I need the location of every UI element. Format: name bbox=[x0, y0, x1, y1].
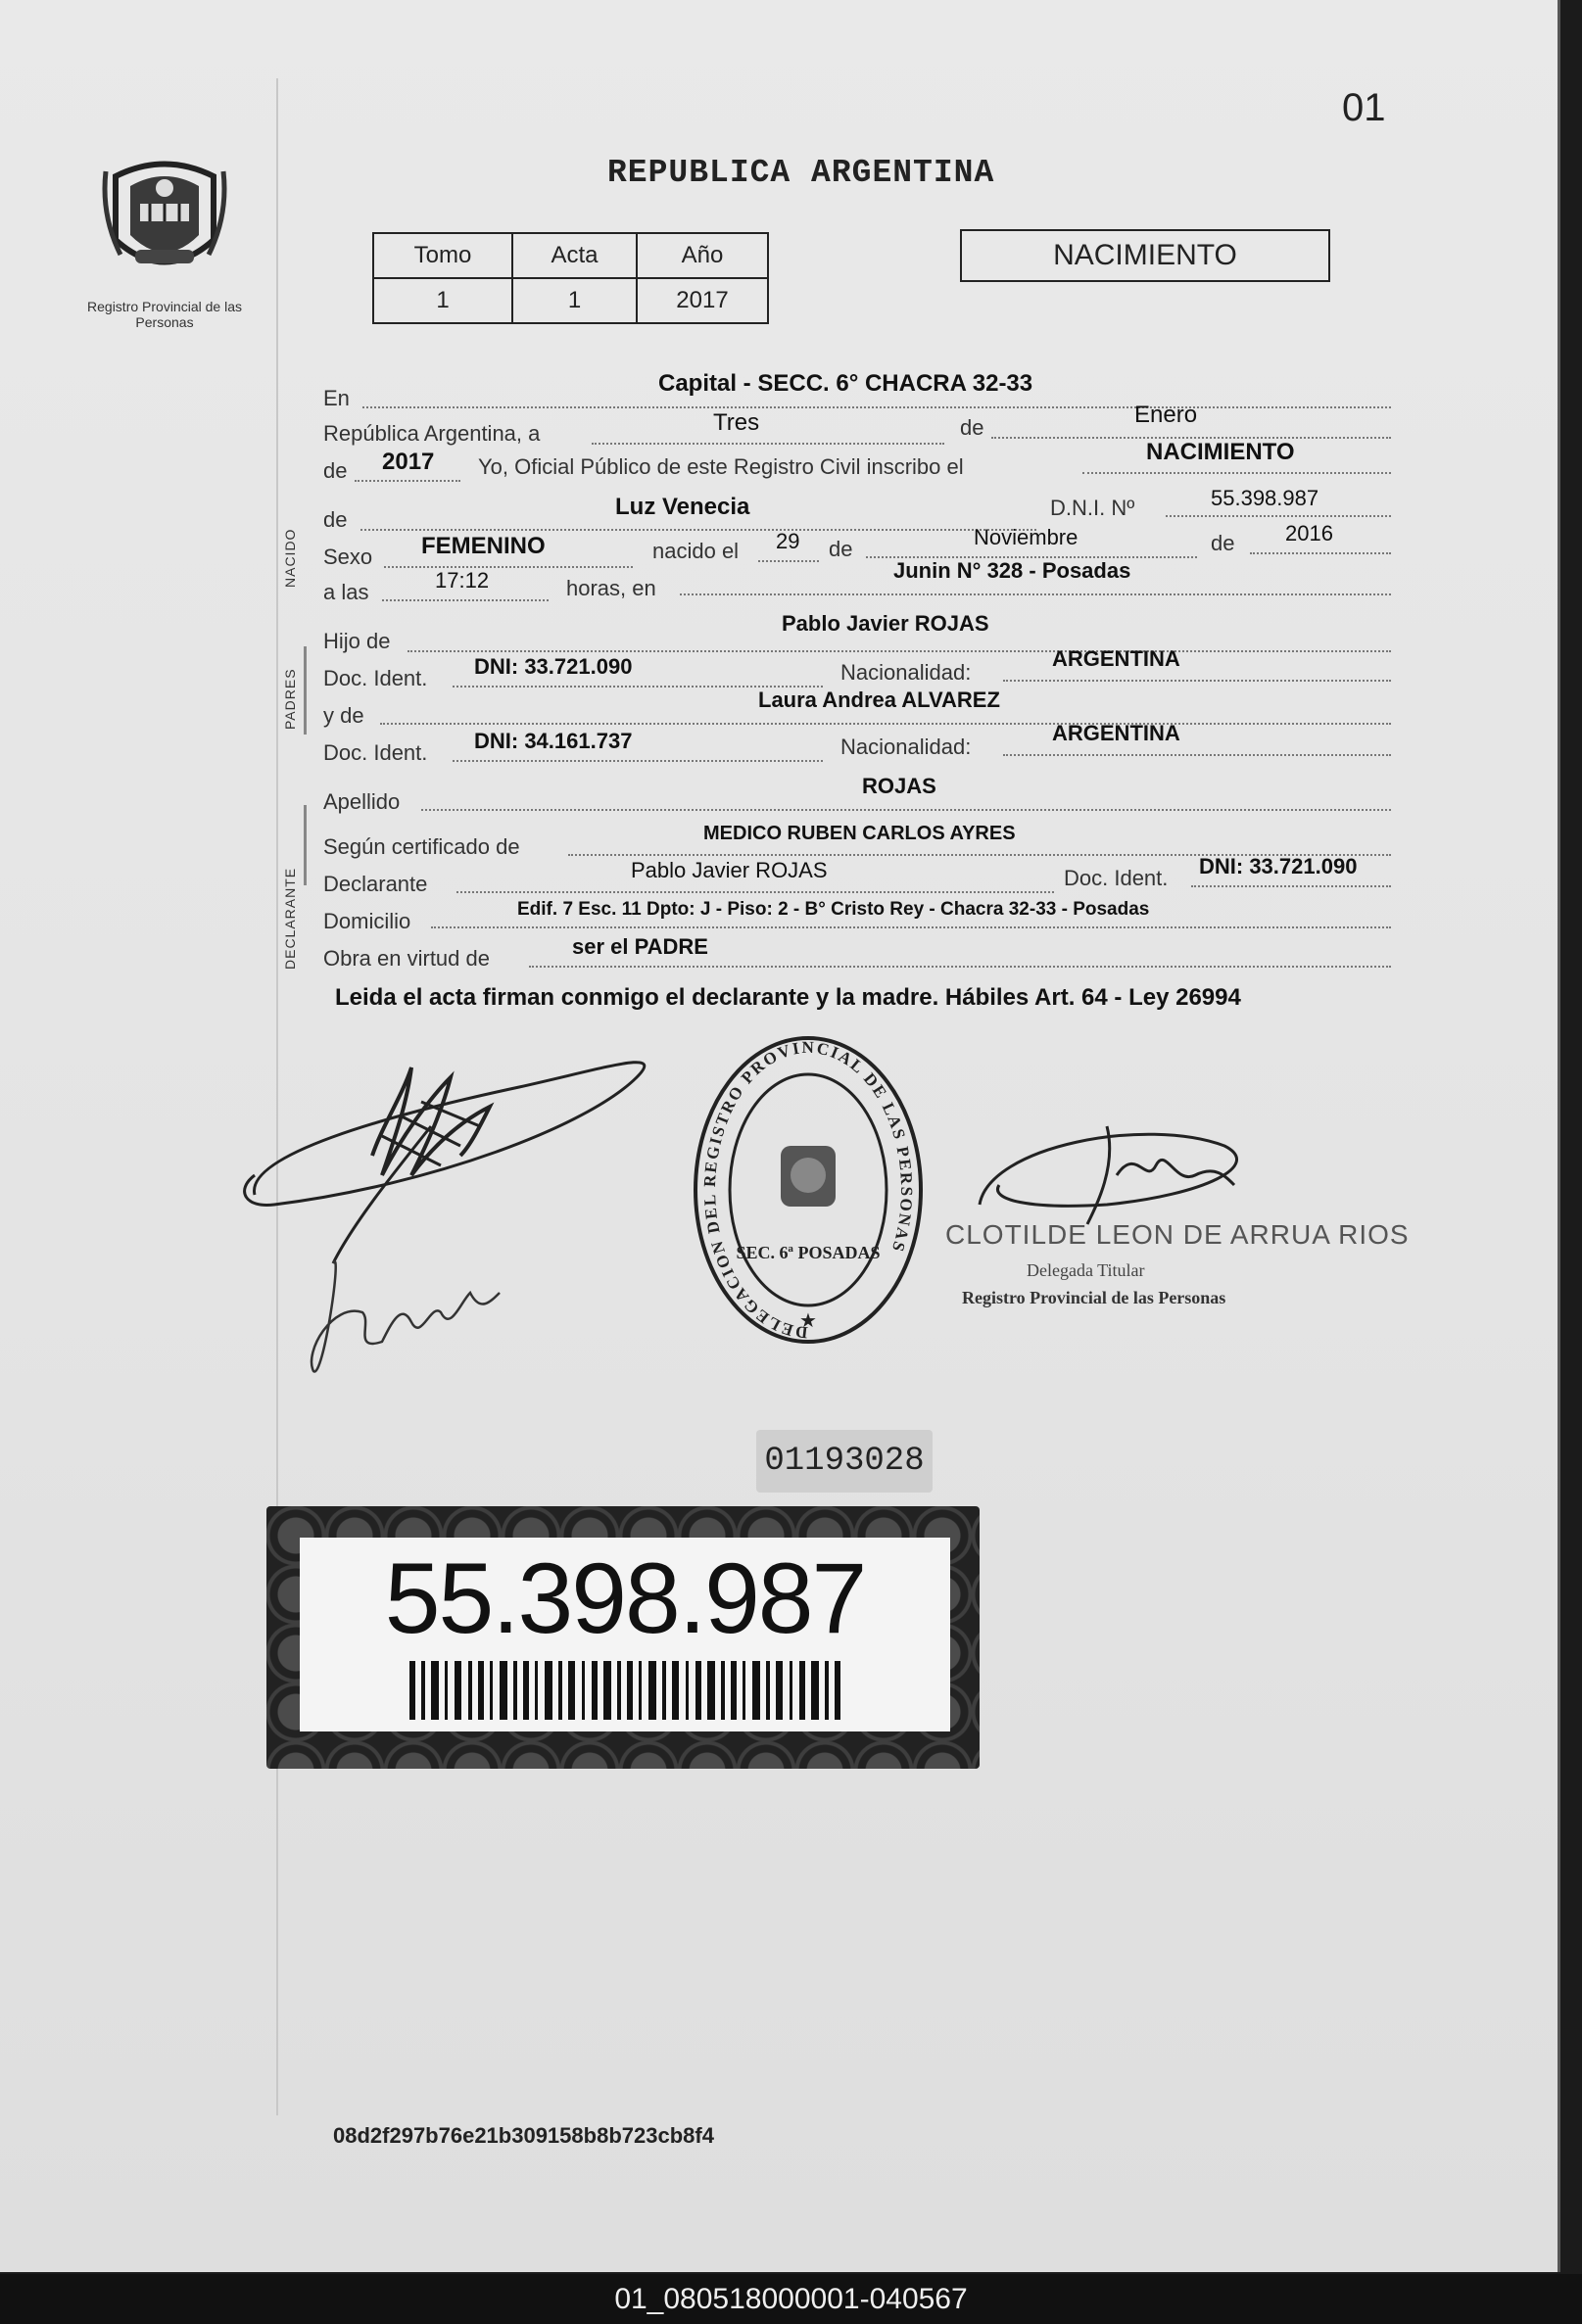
field-obra: ser el PADRE bbox=[572, 934, 708, 959]
field-padre-doc: DNI: 33.721.090 bbox=[474, 654, 633, 679]
field-madre: Laura Andrea ALVAREZ bbox=[758, 688, 1000, 712]
field-lugar-nac: Junin N° 328 - Posadas bbox=[893, 558, 1131, 583]
field-nac-dia: 29 bbox=[776, 529, 800, 553]
label-horas-en: horas, en bbox=[566, 576, 656, 600]
field-anio: 2017 bbox=[382, 449, 435, 475]
field-domicilio: Edif. 7 Esc. 11 Dpto: J - Piso: 2 - B° Cristo Rey - Chacra 32-33 - Posadas bbox=[517, 899, 1150, 920]
footer-filename: 01_080518000001-040567 bbox=[0, 2274, 1582, 2324]
section-separator bbox=[304, 646, 307, 735]
dotted-line bbox=[1250, 552, 1391, 554]
dotted-line bbox=[758, 560, 819, 562]
seal-inner-text: SEC. 6ª POSADAS bbox=[736, 1243, 881, 1262]
dotted-line bbox=[680, 593, 1391, 595]
field-declarante: Pablo Javier ROJAS bbox=[631, 858, 828, 882]
dotted-line bbox=[431, 926, 1391, 928]
dotted-line bbox=[453, 760, 823, 762]
dotted-line bbox=[456, 891, 1054, 893]
label-nacido-el: nacido el bbox=[652, 539, 740, 563]
label-apellido: Apellido bbox=[323, 789, 401, 814]
table-header-anio: Año bbox=[637, 233, 768, 278]
label-de-dia: de bbox=[829, 537, 853, 561]
section-separator bbox=[304, 805, 307, 885]
table-value-tomo: 1 bbox=[373, 278, 512, 323]
table-value-acta: 1 bbox=[512, 278, 637, 323]
field-madre-doc: DNI: 34.161.737 bbox=[474, 729, 633, 753]
field-apellido: ROJAS bbox=[862, 774, 936, 798]
dotted-line bbox=[355, 480, 460, 482]
field-declarante-doc: DNI: 33.721.090 bbox=[1199, 854, 1358, 878]
page-number: 01 bbox=[1342, 86, 1386, 129]
section-label-nacido: NACIDO bbox=[282, 528, 298, 588]
dotted-line bbox=[421, 809, 1391, 811]
id-label-panel bbox=[300, 1538, 950, 1731]
official-name: CLOTILDE LEON DE ARRUA RIOS bbox=[945, 1219, 1410, 1250]
field-tipo: NACIMIENTO bbox=[1146, 439, 1295, 465]
label-a-las: a las bbox=[323, 580, 369, 604]
serial-number: 01193028 bbox=[756, 1430, 933, 1493]
field-madre-nac: ARGENTINA bbox=[1052, 721, 1180, 745]
dotted-line bbox=[380, 723, 1391, 725]
dotted-line bbox=[382, 599, 549, 601]
field-dni: 55.398.987 bbox=[1211, 486, 1319, 510]
seal-star-icon: ★ bbox=[799, 1310, 817, 1332]
dotted-line bbox=[1191, 885, 1391, 887]
label-y-de: y de bbox=[323, 703, 364, 728]
field-nombre: Luz Venecia bbox=[615, 494, 750, 520]
dotted-line bbox=[1003, 680, 1391, 682]
dotted-line bbox=[1166, 515, 1391, 517]
field-dia: Tres bbox=[713, 409, 760, 436]
field-padre-nac: ARGENTINA bbox=[1052, 646, 1180, 671]
act-type-box: NACIMIENTO bbox=[960, 229, 1330, 282]
field-lugar: Capital - SECC. 6° CHACRA 32-33 bbox=[658, 370, 1033, 397]
field-nac-anio: 2016 bbox=[1285, 521, 1333, 545]
field-nac-mes: Noviembre bbox=[974, 525, 1079, 549]
dotted-line bbox=[362, 406, 1391, 408]
label-de-nombre: de bbox=[323, 507, 348, 532]
label-obra-en-virtud: Obra en virtud de bbox=[323, 946, 490, 971]
label-domicilio: Domicilio bbox=[323, 909, 411, 933]
barcode-icon bbox=[409, 1661, 840, 1720]
official-signature-icon bbox=[970, 1107, 1283, 1234]
dotted-line bbox=[592, 443, 944, 445]
table-header-acta: Acta bbox=[512, 233, 637, 278]
label-hijo-de: Hijo de bbox=[323, 629, 391, 653]
label-oficial: Yo, Oficial Público de este Registro Civil inscribo el bbox=[478, 454, 964, 479]
section-label-declarante: DECLARANTE bbox=[282, 867, 298, 970]
label-segun-certificado: Según certificado de bbox=[323, 834, 520, 859]
label-doc-ident-declarante: Doc. Ident. bbox=[1064, 866, 1169, 890]
field-hora: 17:12 bbox=[435, 568, 490, 593]
dotted-line bbox=[384, 566, 633, 568]
registry-seal-icon bbox=[686, 1028, 931, 1361]
registry-logo bbox=[86, 147, 243, 330]
label-sexo: Sexo bbox=[323, 545, 373, 569]
dotted-line bbox=[529, 966, 1391, 968]
label-doc-ident-padre: Doc. Ident. bbox=[323, 666, 428, 690]
label-nacionalidad-padre: Nacionalidad: bbox=[840, 660, 972, 685]
official-role: Delegada Titular bbox=[1027, 1260, 1145, 1280]
table-header-tomo: Tomo bbox=[373, 233, 512, 278]
table-value-anio: 2017 bbox=[637, 278, 768, 323]
label-declarante: Declarante bbox=[323, 872, 428, 896]
official-org: Registro Provincial de las Personas bbox=[962, 1288, 1226, 1307]
document-hash: 08d2f297b76e21b309158b8b723cb8f4 bbox=[333, 2123, 714, 2148]
logo-caption: Registro Provincial de las Personas bbox=[87, 299, 242, 330]
closing-text: Leida el acta firman conmigo el declarante y la madre. Hábiles Art. 64 - Ley 26994 bbox=[335, 984, 1241, 1011]
field-sexo: FEMENINO bbox=[421, 533, 546, 559]
dotted-line bbox=[360, 529, 1036, 531]
seal-ring-text: DELEGACION DEL REGISTRO PROVINCIAL DE LAS PERSONAS bbox=[699, 1037, 917, 1343]
label-republica: República Argentina, a bbox=[323, 421, 541, 446]
label-doc-ident-madre: Doc. Ident. bbox=[323, 740, 428, 765]
dotted-line bbox=[1082, 472, 1391, 474]
field-certificado: MEDICO RUBEN CARLOS AYRES bbox=[703, 823, 1016, 844]
label-en: En bbox=[323, 386, 350, 410]
label-de-anio: de bbox=[323, 458, 348, 483]
label-nacionalidad-madre: Nacionalidad: bbox=[840, 735, 972, 759]
label-de-nac: de bbox=[1211, 531, 1235, 555]
declarant-signature-icon bbox=[235, 1009, 686, 1400]
provincial-shield-icon bbox=[96, 147, 233, 294]
document-title: REPUBLICA ARGENTINA bbox=[607, 155, 995, 191]
dotted-line bbox=[1003, 754, 1391, 756]
id-label-number: 55.398.987 bbox=[384, 1542, 866, 1654]
label-dni: D.N.I. Nº bbox=[1050, 496, 1135, 520]
field-padre: Pablo Javier ROJAS bbox=[782, 611, 989, 636]
field-mes: Enero bbox=[1134, 402, 1198, 428]
dotted-line bbox=[407, 650, 1391, 652]
label-de-mes: de bbox=[960, 415, 984, 440]
section-label-padres: PADRES bbox=[282, 668, 298, 730]
record-table bbox=[372, 232, 769, 324]
